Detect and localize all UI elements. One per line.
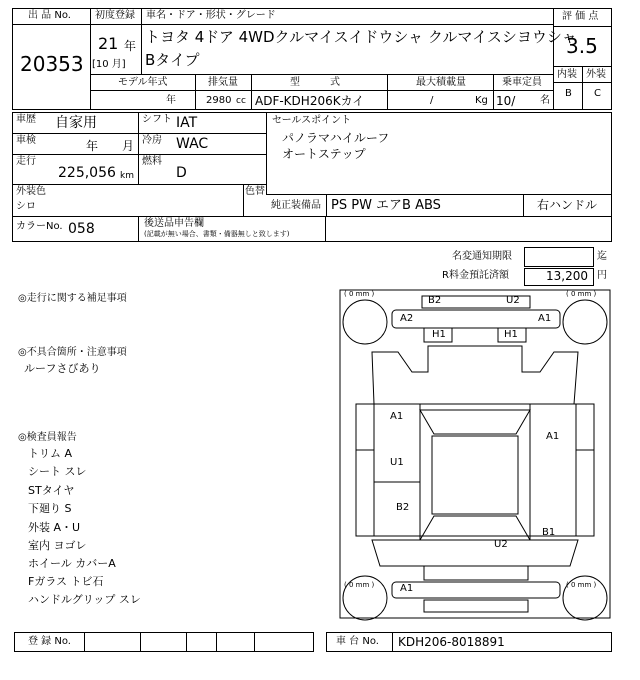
ext-color-value: シロ: [16, 201, 36, 212]
max-load-slash: /: [430, 95, 434, 106]
max-load-label: 最大積載量: [416, 77, 466, 88]
fuel-label: 燃料: [142, 156, 162, 167]
lot-label: 出 品 No.: [28, 10, 71, 21]
model-year-unit: 年: [166, 95, 176, 106]
chassis-label: 車 台 No.: [336, 636, 379, 647]
inspector-item: 室内 ヨゴレ: [28, 539, 87, 552]
damage-mark: U2: [494, 539, 508, 550]
first-reg-label: 初度登録: [95, 10, 135, 21]
inspection-month: 月: [122, 139, 135, 153]
driving-heading: ◎走行に関する補足事項: [18, 293, 127, 304]
exterior-label: 外装: [586, 69, 606, 80]
damage-mark: U1: [390, 457, 404, 468]
history-value: 自家用: [55, 115, 97, 131]
rear-lights: [392, 582, 560, 598]
sales-point-2: オートステップ: [282, 147, 366, 161]
first-reg-year: 21: [98, 34, 119, 53]
capacity-value: 10/: [496, 94, 516, 108]
rating-value: 3.5: [566, 34, 598, 58]
damage-mark: B1: [542, 527, 556, 538]
recycle-unit: 円: [597, 270, 607, 281]
ac-value: WAC: [176, 136, 209, 152]
inspector-item: ハンドルグリップ スレ: [28, 593, 141, 606]
fuel-value: D: [176, 165, 187, 181]
inspector-item: トリム A: [28, 447, 73, 460]
diagram-frame: [340, 290, 610, 618]
rating-label: 評 価 点: [562, 11, 599, 22]
lot-number: 20353: [20, 52, 84, 76]
chassis-value: KDH206-8018891: [398, 635, 505, 649]
inspector-item: STタイヤ: [28, 484, 75, 497]
displacement-unit: cc: [236, 96, 246, 106]
first-reg-month: [10 月]: [92, 59, 126, 70]
rear-body: [372, 540, 578, 566]
sales-point-1: パノラマハイルーフ: [282, 131, 390, 145]
tire-depth-fr: ( 0 mm ): [566, 290, 597, 298]
inspector-item: ホイール カバーA: [28, 557, 116, 570]
capacity-label: 乗車定員: [502, 77, 542, 88]
car-name-line1: トヨタ 4ドア 4WDクルマイスイドウシャ クルマイスシヨウシャ: [145, 28, 577, 46]
equipment-label: 純正装備品: [271, 200, 321, 211]
body-outline: [372, 346, 578, 404]
damage-mark: U2: [506, 295, 520, 306]
tire-front-left: [343, 300, 387, 344]
equipment-value: PS PW エアB ABS: [331, 198, 441, 213]
damage-mark: A1: [538, 313, 552, 324]
reg-no-label: 登 録 No.: [28, 636, 71, 647]
damage-mark: H1: [504, 329, 518, 340]
car-name-label: 車名・ドア・形状・グレード: [146, 10, 276, 21]
ext-color-label: 外装色: [16, 186, 46, 197]
roof: [432, 436, 518, 514]
rear-bumper: [424, 566, 528, 580]
inspector-item: Fガラス トビ石: [28, 575, 104, 588]
mileage-value: 225,056: [58, 165, 116, 181]
displacement-value: 2980: [206, 95, 232, 106]
exterior-value: C: [594, 88, 601, 99]
damage-mark: A2: [400, 313, 414, 324]
mileage-label: 走行: [16, 156, 36, 167]
shift-value: IAT: [176, 115, 198, 131]
sales-points-label: セールスポイント: [272, 115, 352, 126]
damage-mark: H1: [432, 329, 446, 340]
defects-item: ルーフさびあり: [24, 362, 101, 375]
tire-depth-fl: ( 0 mm ): [344, 290, 375, 298]
mileage-unit: km: [120, 171, 134, 181]
inspector-heading: ◎検査員報告: [18, 432, 77, 443]
ac-label: 冷房: [142, 135, 162, 146]
interior-label: 内装: [557, 69, 577, 80]
rear-plate: [424, 600, 528, 612]
body-side-panel: [356, 404, 594, 536]
color-no-label: カラーNo.: [16, 221, 63, 232]
displacement-label: 排気量: [208, 77, 238, 88]
damage-mark: A1: [400, 583, 414, 594]
inspection-label: 車検: [16, 135, 36, 146]
first-reg-year-unit: 年: [124, 39, 137, 53]
type-label: 型 式: [290, 77, 340, 88]
type-value: ADF-KDH206Kカイ: [255, 94, 365, 108]
name-change-box: [524, 247, 594, 267]
tire-front-right: [563, 300, 607, 344]
name-change-unit: 迄: [597, 251, 607, 262]
recycle-label: R料金預託済額: [442, 270, 509, 281]
inspection-year: 年: [86, 139, 99, 153]
tire-depth-rr: ( 0 mm ): [566, 581, 597, 589]
inspector-item: 外装 A・U: [28, 521, 81, 534]
inspector-item: シート スレ: [28, 465, 87, 478]
damage-mark: A1: [390, 411, 404, 422]
windshield: [420, 410, 530, 434]
capacity-unit: 名: [540, 95, 550, 106]
aftermarket-note: (記載が無い場合、書類・備器無しと致します): [144, 230, 290, 238]
tire-depth-rl: ( 0 mm ): [344, 581, 375, 589]
aftermarket-label: 後送品申告欄: [144, 218, 204, 229]
interior-value: B: [565, 88, 572, 99]
shift-label: シフト: [142, 114, 172, 125]
name-change-label: 名変通知期限: [452, 251, 512, 262]
color-change-label: 色替: [245, 186, 265, 197]
max-load-unit: Kg: [475, 95, 488, 106]
recycle-value: 13,200: [546, 269, 588, 283]
history-label: 車歴: [16, 114, 36, 125]
car-name-line2: Bタイプ: [145, 51, 200, 69]
inspector-item: 下廻り S: [28, 502, 72, 515]
front-grille: [392, 310, 560, 328]
model-year-label: モデル年式: [118, 77, 168, 88]
defects-heading: ◎不具合箇所・注意事項: [18, 347, 127, 358]
damage-mark: B2: [428, 295, 442, 306]
steering-value: 右ハンドル: [537, 198, 598, 212]
color-no-value: 058: [68, 221, 95, 237]
damage-mark: A1: [546, 431, 560, 442]
rear-window: [420, 516, 530, 540]
damage-mark: B2: [396, 502, 410, 513]
